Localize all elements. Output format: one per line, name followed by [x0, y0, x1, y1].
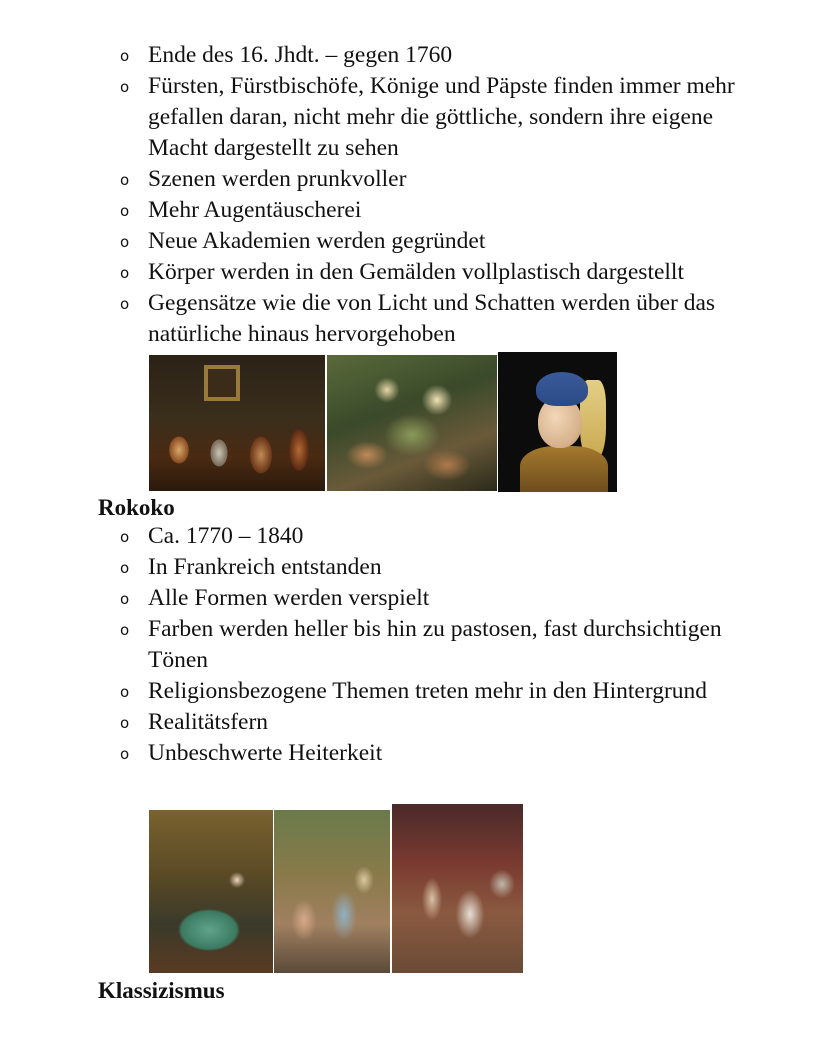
list-item	[120, 583, 760, 614]
list-item-text: Unbeschwerte Heiterkeit	[148, 740, 383, 766]
rokoko-bullet-list	[120, 521, 760, 769]
list-item-text: Ca. 1770 – 1840	[148, 523, 304, 549]
baroque-bullet-list	[120, 40, 760, 350]
list-item	[120, 226, 760, 257]
bullet-marker: o	[120, 590, 130, 608]
bullet-marker: o	[120, 559, 130, 577]
painting-detail	[520, 446, 608, 492]
list-item-text: Ende des 16. Jhdt. – gegen 1760	[148, 42, 453, 68]
list-item-text: Neue Akademien werden gegründet	[148, 228, 486, 254]
list-item-text: Körper werden in den Gemälden vollplastisch dargestellt	[148, 259, 684, 285]
bullet-marker: o	[120, 745, 130, 763]
list-item-text: Fürsten, Fürstbischöfe, Könige und Päpste finden immer mehr gefallen daran, nicht mehr die göttliche, sondern ihre eigene Macht dargestellt zu sehen	[148, 73, 735, 161]
bullet-marker: o	[120, 295, 130, 313]
painting-frame-detail	[204, 365, 240, 401]
bullet-marker: o	[120, 171, 130, 189]
list-item	[120, 707, 760, 738]
list-item-text: Mehr Augentäuscherei	[148, 197, 362, 223]
list-item-text: Realitätsfern	[148, 709, 269, 735]
baroque-music-scene-painting	[149, 355, 325, 491]
list-item	[120, 738, 760, 769]
list-item-text: Gegensätze wie die von Licht und Schatten werden über das natürliche hinaus hervorgehoben	[148, 290, 716, 347]
madame-de-pompadour-painting	[149, 810, 273, 973]
list-item-text: Religionsbezogene Themen treten mehr in den Hintergrund	[148, 678, 708, 704]
painting-detail	[536, 372, 588, 406]
bullet-marker: o	[120, 683, 130, 701]
list-item-text: Alle Formen werden verspielt	[148, 585, 430, 611]
bullet-marker: o	[120, 233, 130, 251]
list-item	[120, 676, 760, 707]
list-item	[120, 552, 760, 583]
rococo-chess-scene-painting	[274, 810, 390, 973]
section-heading-rokoko: Rokoko	[98, 495, 175, 520]
list-item	[120, 257, 760, 288]
girl-with-pearl-earring-painting	[498, 352, 617, 492]
list-item	[120, 614, 760, 676]
list-item-text: In Frankreich entstanden	[148, 554, 382, 580]
list-item	[120, 288, 760, 350]
list-item	[120, 40, 760, 71]
bullet-marker: o	[120, 714, 130, 732]
list-item	[120, 164, 760, 195]
list-item-text: Farben werden heller bis hin zu pastosen, fast durchsichtigen Tönen	[148, 616, 722, 673]
bullet-marker: o	[120, 264, 130, 282]
list-item-text: Szenen werden prunkvoller	[148, 166, 407, 192]
bullet-marker: o	[120, 621, 130, 639]
list-item	[120, 521, 760, 552]
bullet-marker: o	[120, 78, 130, 96]
bullet-marker: o	[120, 47, 130, 65]
list-item	[120, 195, 760, 226]
section-heading-klassizismus: Klassizismus	[98, 978, 225, 1003]
bullet-marker: o	[120, 528, 130, 546]
rococo-interior-scene-painting	[392, 804, 523, 973]
baroque-allegory-painting	[327, 355, 497, 491]
list-item	[120, 71, 760, 164]
bullet-marker: o	[120, 202, 130, 220]
